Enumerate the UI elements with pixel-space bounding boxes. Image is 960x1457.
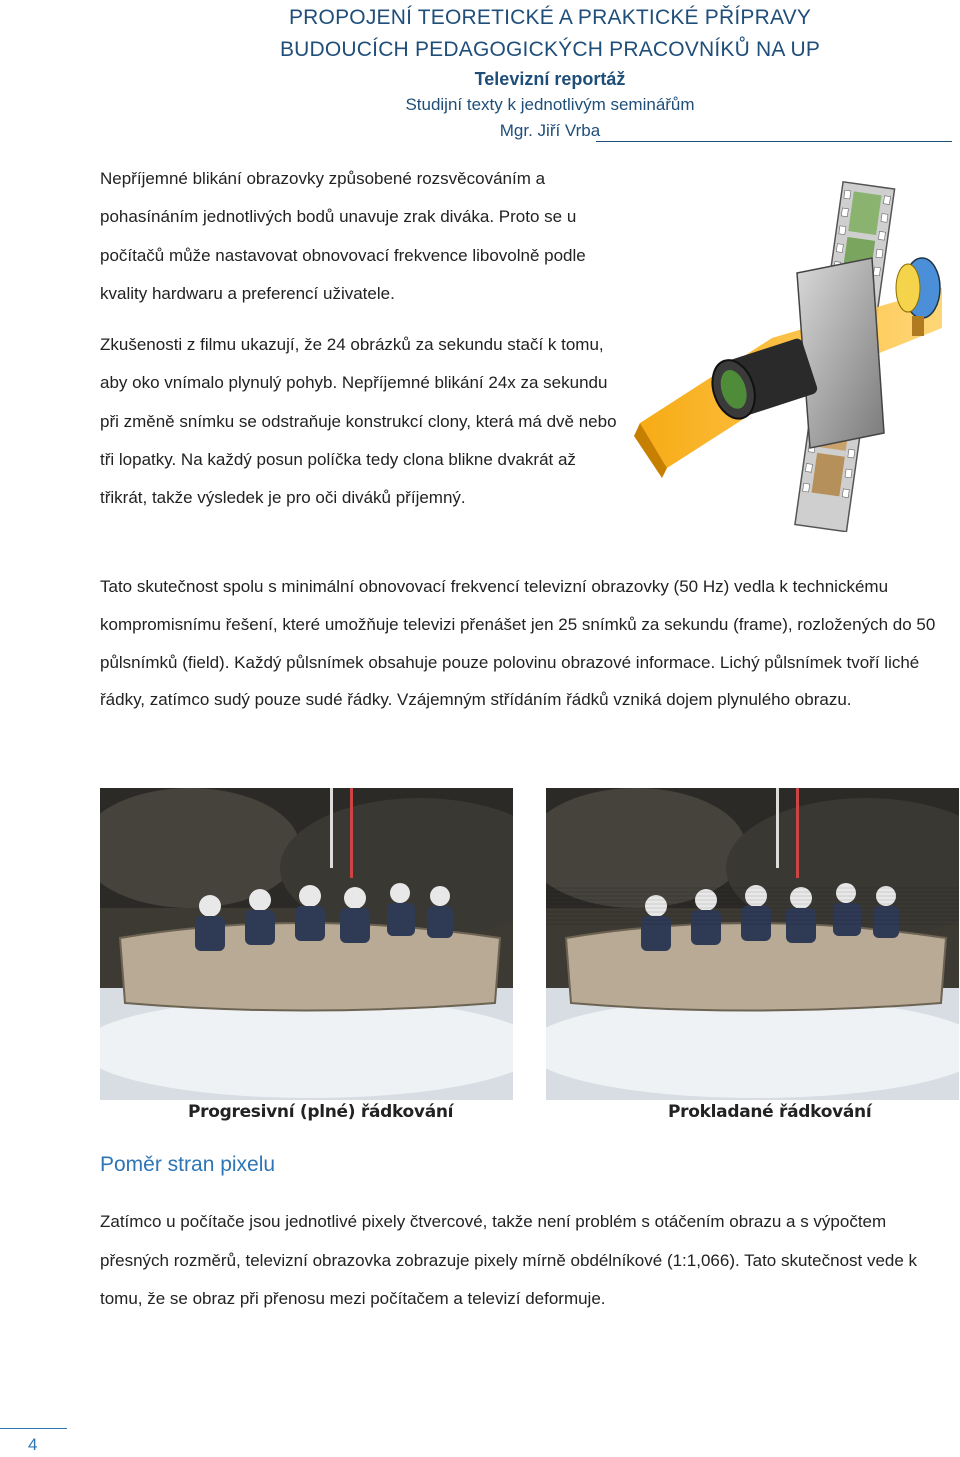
paragraph-flicker: Nepříjemné blikání obrazovky způsobené rozsvěcováním a pohasínáním jednotlivých bodů unavuje zrak diváka. Proto se u počítačů může nastavovat obnovovací frekvence libovolně podle kvality hardwaru a preferencí uživatele. — [100, 169, 586, 303]
paragraph-interlacing: Tato skutečnost spolu s minimální obnovovací frekvencí televizní obrazovky (50 Hz) vedla k technickému kompromisnímu řešení, které umožňuje televizi přenášet jen 25 snímků za sekundu (frame), rozložených do 50 půlsnímků (field). Každý půlsnímek obsahuje pouze polovinu obrazové informace. Lichý půlsnímek tvoří liché řádky, zatímco sudý pouze sudé řádky. Vzájemným střídáním řádků vzniká dojem plynulého obrazu. — [100, 577, 936, 710]
header-divider — [596, 141, 952, 142]
film-projector-illustration — [622, 178, 944, 532]
footer-divider — [0, 1428, 67, 1429]
header-author: Mgr. Jiří Vrba — [499, 121, 601, 140]
header-document-title: Televizní reportáž — [474, 69, 626, 89]
page-number: 4 — [28, 1435, 38, 1454]
rafting-photo-progressive — [100, 788, 513, 1100]
paragraph-pixel-aspect: Zatímco u počítače jsou jednotlivé pixely čtvercové, takže není problém s otáčením obrazu a s výpočtem přesných rozměrů, televizní obrazovka zobrazuje pixely mírně obdélníkové (1:1,066). Tato skutečnost vede k tomu, že se obraz při přenosu mezi počítačem a televizí deformuje. — [100, 1212, 918, 1308]
section-heading-pixel-aspect: Poměr stran pixelu — [100, 1153, 276, 1176]
header-project-title-line2: BUDOUCÍCH PEDAGOGICKÝCH PRACOVNÍKŮ NA UP — [279, 38, 821, 61]
document-header — [240, 2, 860, 144]
header-project-title-line1: PROPOJENÍ TEORETICKÉ A PRAKTICKÉ PŘÍPRAVY — [288, 6, 812, 29]
header-subtitle: Studijní texty k jednotlivým seminářům — [405, 95, 695, 114]
paragraph-film-shutter: Zkušenosti z filmu ukazují, že 24 obrázků za sekundu stačí k tomu, aby oko vnímalo plynulý pohyb. Nepříjemné blikání 24x za sekundu při změně snímku se odstraňuje konstrukcí clony, která má dvě nebo tři lopatky. Na každý posun políčka tedy clona blikne dvakrát až třikrát, takže výsledek je pro oči diváků příjemný. — [100, 335, 617, 508]
caption-progressive-scan: Progresivní (plné) řádkování — [188, 1102, 454, 1122]
caption-interlaced-scan: Prokladané řádkování — [668, 1102, 872, 1122]
rafting-photo-interlaced — [546, 788, 959, 1100]
